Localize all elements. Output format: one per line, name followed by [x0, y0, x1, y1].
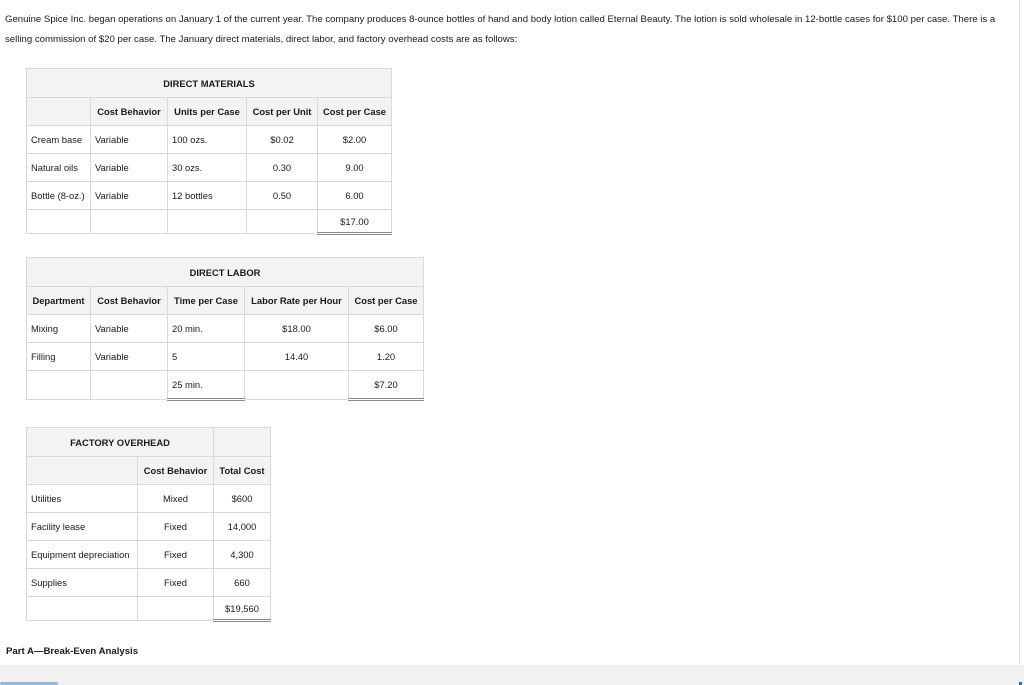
- table-title-row: [27, 428, 271, 457]
- cost-behavior: Fixed: [138, 513, 214, 541]
- factory-overhead-table: [26, 427, 271, 622]
- column-header: Cost Behavior: [138, 457, 214, 485]
- direct-labor-table: [26, 257, 424, 401]
- column-header: Cost per Case: [349, 287, 424, 315]
- total-cost: 660: [214, 569, 271, 597]
- cost-behavior: Variable: [91, 182, 168, 210]
- column-header: Cost Behavior: [91, 98, 168, 126]
- table-title-row: [27, 258, 424, 287]
- cost-per-case: 9.00: [318, 154, 392, 182]
- column-header: [27, 98, 91, 126]
- total-cost: 4,300: [214, 541, 271, 569]
- direct-materials-table: [26, 68, 392, 235]
- cost-behavior: Fixed: [138, 569, 214, 597]
- total-row: [27, 371, 424, 400]
- column-header: Units per Case: [168, 98, 247, 126]
- cost-per-unit: $0.02: [247, 126, 318, 154]
- table-row: [27, 182, 392, 210]
- cost-per-case: $6.00: [349, 315, 424, 343]
- cost-per-unit: 0.50: [247, 182, 318, 210]
- direct-labor-total: $7.20: [349, 371, 424, 400]
- part-a-heading: Part A—Break-Even Analysis: [6, 646, 139, 657]
- material-name: Cream base: [27, 126, 91, 154]
- total-time-per-case: 25 min.: [168, 371, 245, 400]
- time-per-case: 20 min.: [168, 315, 245, 343]
- total-row: [27, 210, 392, 234]
- column-header: Total Cost: [214, 457, 271, 485]
- column-header: Department: [27, 287, 91, 315]
- department: Mixing: [27, 315, 91, 343]
- column-header: Cost Behavior: [91, 287, 168, 315]
- cost-behavior: Variable: [91, 126, 168, 154]
- cost-per-case: $2.00: [318, 126, 392, 154]
- column-header: Time per Case: [168, 287, 245, 315]
- table-row: [27, 513, 271, 541]
- table-row: [27, 343, 424, 371]
- table-header-row: [27, 457, 271, 485]
- column-header: Cost per Unit: [247, 98, 318, 126]
- direct-materials-total: $17.00: [318, 210, 392, 234]
- overhead-item: Facility lease: [27, 513, 138, 541]
- problem-intro: Genuine Spice Inc. began operations on January 1 of the current year. The company produces 8-ounce bottles of hand and body lotion called Eternal Beauty. The lotion is sold wholesale in 12-bottle cases for $100 per case. There is a selling commission of $20 per case. The January direct materials, direct labor, and factory overhead costs are as follows:: [5, 14, 996, 45]
- overhead-item: Equipment depreciation: [27, 541, 138, 569]
- table-row: [27, 485, 271, 513]
- factory-overhead-title: FACTORY OVERHEAD: [27, 428, 214, 457]
- cost-behavior: Variable: [91, 315, 168, 343]
- labor-rate: $18.00: [245, 315, 349, 343]
- time-per-case: 5: [168, 343, 245, 371]
- units-per-case: 12 bottles: [168, 182, 247, 210]
- cost-behavior: Variable: [91, 343, 168, 371]
- table-header-row: [27, 98, 392, 126]
- table-row: [27, 541, 271, 569]
- total-cost: 14,000: [214, 513, 271, 541]
- table-row: [27, 315, 424, 343]
- cost-per-case: 1.20: [349, 343, 424, 371]
- cost-behavior: Fixed: [138, 541, 214, 569]
- column-header: [27, 457, 138, 485]
- units-per-case: 100 ozs.: [168, 126, 247, 154]
- cost-per-unit: 0.30: [247, 154, 318, 182]
- department: Filling: [27, 343, 91, 371]
- table-title-row: [27, 69, 392, 98]
- total-row: [27, 597, 271, 621]
- material-name: Bottle (8-oz.): [27, 182, 91, 210]
- cost-behavior: Variable: [91, 154, 168, 182]
- cost-per-case: 6.00: [318, 182, 392, 210]
- bottom-toolbar: [0, 665, 1024, 685]
- table-header-row: [27, 287, 424, 315]
- overhead-item: Supplies: [27, 569, 138, 597]
- table-row: [27, 569, 271, 597]
- column-header: Cost per Case: [318, 98, 392, 126]
- factory-overhead-total: $19,560: [214, 597, 271, 621]
- direct-labor-title: DIRECT LABOR: [27, 258, 424, 287]
- table-row: [27, 154, 392, 182]
- cost-behavior: Mixed: [138, 485, 214, 513]
- overhead-item: Utilities: [27, 485, 138, 513]
- total-cost: $600: [214, 485, 271, 513]
- material-name: Natural oils: [27, 154, 91, 182]
- units-per-case: 30 ozs.: [168, 154, 247, 182]
- table-row: [27, 126, 392, 154]
- column-header: Labor Rate per Hour: [245, 287, 349, 315]
- direct-materials-title: DIRECT MATERIALS: [27, 69, 392, 98]
- labor-rate: 14.40: [245, 343, 349, 371]
